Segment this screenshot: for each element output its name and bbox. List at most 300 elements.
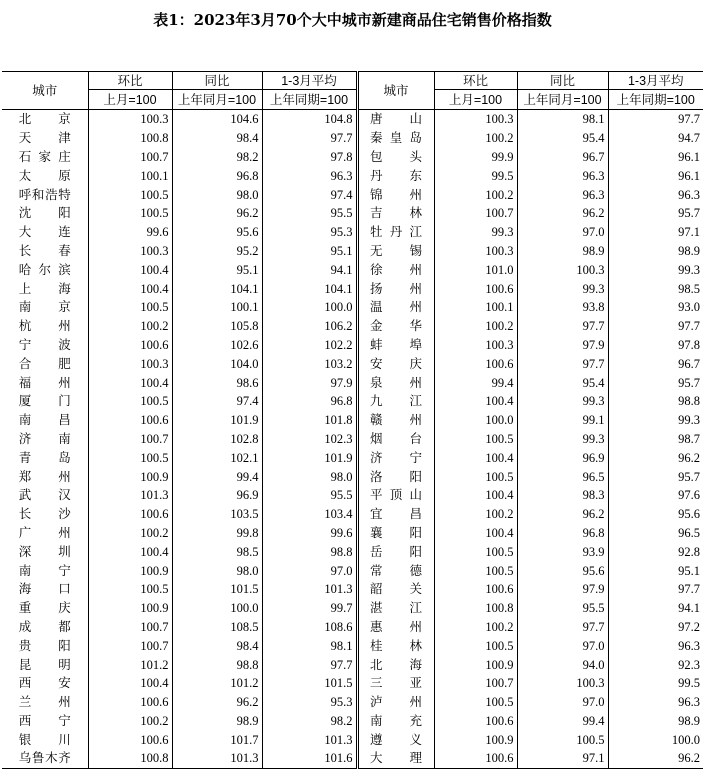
- table-row: [2, 524, 703, 543]
- left-city-name: [2, 110, 88, 129]
- table-row: [2, 317, 703, 336]
- right-yoy-value: 97.9: [517, 336, 608, 355]
- right-avg-value: 92.3: [608, 655, 703, 674]
- right-avg-value: 97.1: [608, 223, 703, 242]
- city-name-text: 昆明: [18, 656, 71, 672]
- right-yoy-value: 97.1: [517, 749, 608, 768]
- left-avg-value: 99.6: [262, 524, 357, 543]
- city-name-text: 遵义: [370, 731, 422, 747]
- right-yoy-value: 97.0: [517, 693, 608, 712]
- right-avg-value: 98.5: [608, 279, 703, 298]
- left-yoy-value: 98.0: [172, 185, 262, 204]
- right-yoy-value: 99.1: [517, 411, 608, 430]
- left-city-name: [2, 336, 88, 355]
- right-city-name: [357, 392, 434, 411]
- city-name-text: 武汉: [18, 487, 71, 503]
- header-yoy-left: 同比: [172, 72, 262, 90]
- right-avg-value: 99.5: [608, 674, 703, 693]
- table-row: [2, 618, 703, 637]
- table-row: [2, 204, 703, 223]
- left-mom-value: 100.3: [88, 242, 172, 261]
- left-avg-value: 101.3: [262, 730, 357, 749]
- left-yoy-value: 98.4: [172, 129, 262, 148]
- right-avg-value: 96.1: [608, 166, 703, 185]
- right-mom-value: 100.4: [434, 392, 517, 411]
- left-avg-value: 94.1: [262, 260, 357, 279]
- right-city-name: [357, 430, 434, 449]
- city-name-text: 烟台: [370, 430, 422, 446]
- city-name-text: 上海: [18, 280, 71, 296]
- right-city-name: [357, 486, 434, 505]
- left-mom-value: 100.9: [88, 561, 172, 580]
- right-city-name: [357, 448, 434, 467]
- left-city-name: [2, 486, 88, 505]
- city-name-text: 天津: [18, 130, 71, 146]
- table-row: [2, 242, 703, 261]
- left-yoy-value: 98.4: [172, 636, 262, 655]
- right-avg-value: 96.3: [608, 693, 703, 712]
- left-avg-value: 106.2: [262, 317, 357, 336]
- left-avg-value: 102.3: [262, 430, 357, 449]
- left-avg-value: 98.0: [262, 467, 357, 486]
- table-row: [2, 730, 703, 749]
- left-city-name: [2, 505, 88, 524]
- left-avg-value: 104.8: [262, 110, 357, 129]
- left-mom-value: 100.4: [88, 373, 172, 392]
- left-mom-value: 100.6: [88, 730, 172, 749]
- left-yoy-value: 95.6: [172, 223, 262, 242]
- right-city-name: [357, 542, 434, 561]
- right-mom-value: 100.1: [434, 298, 517, 317]
- left-mom-value: 100.3: [88, 110, 172, 129]
- left-city-name: [2, 129, 88, 148]
- right-avg-value: 95.7: [608, 204, 703, 223]
- right-yoy-value: 97.9: [517, 580, 608, 599]
- left-avg-value: 104.1: [262, 279, 357, 298]
- right-city-name: [357, 411, 434, 430]
- left-avg-value: 102.2: [262, 336, 357, 355]
- header-row-2: [2, 90, 703, 110]
- right-city-name: [357, 730, 434, 749]
- left-city-name: [2, 166, 88, 185]
- left-yoy-value: 98.9: [172, 712, 262, 731]
- right-yoy-value: 96.3: [517, 185, 608, 204]
- table-row: [2, 392, 703, 411]
- right-yoy-value: 97.0: [517, 223, 608, 242]
- left-avg-value: 95.1: [262, 242, 357, 261]
- left-city-name: [2, 712, 88, 731]
- table-row: [2, 430, 703, 449]
- right-avg-value: 95.1: [608, 561, 703, 580]
- city-name-text: 合肥: [18, 355, 71, 371]
- city-name-text: 温州: [370, 299, 422, 315]
- right-mom-value: 100.2: [434, 618, 517, 637]
- left-city-name: [2, 354, 88, 373]
- left-city-name: [2, 524, 88, 543]
- right-avg-value: 98.9: [608, 712, 703, 731]
- left-yoy-value: 99.8: [172, 524, 262, 543]
- right-city-name: [357, 129, 434, 148]
- right-yoy-value: 100.3: [517, 674, 608, 693]
- table-row: [2, 411, 703, 430]
- city-name-text: 大连: [18, 224, 71, 240]
- right-avg-value: 96.3: [608, 636, 703, 655]
- left-city-name: [2, 636, 88, 655]
- city-name-text: 北京: [18, 111, 71, 127]
- left-avg-value: 101.5: [262, 674, 357, 693]
- right-yoy-value: 97.7: [517, 354, 608, 373]
- left-mom-value: 100.6: [88, 411, 172, 430]
- left-mom-value: 100.7: [88, 618, 172, 637]
- right-yoy-value: 99.3: [517, 430, 608, 449]
- right-mom-value: 99.4: [434, 373, 517, 392]
- city-name-text: 太原: [18, 167, 71, 183]
- city-name-text: 长春: [18, 242, 71, 258]
- right-avg-value: 97.7: [608, 110, 703, 129]
- header-city-right: 城市: [357, 72, 434, 110]
- city-name-text: 金华: [370, 318, 422, 334]
- header-mom-right: 环比: [434, 72, 517, 90]
- right-mom-value: 99.3: [434, 223, 517, 242]
- table-row: [2, 354, 703, 373]
- right-city-name: [357, 749, 434, 768]
- left-mom-value: 101.2: [88, 655, 172, 674]
- left-city-name: [2, 561, 88, 580]
- city-name-text: 济南: [18, 430, 71, 446]
- right-city-name: [357, 599, 434, 618]
- left-city-name: [2, 655, 88, 674]
- left-city-name: [2, 448, 88, 467]
- right-avg-value: 96.7: [608, 354, 703, 373]
- right-avg-value: 97.8: [608, 336, 703, 355]
- right-yoy-value: 98.1: [517, 110, 608, 129]
- city-name-text: 牡丹江: [370, 224, 422, 240]
- city-name-text: 南京: [18, 299, 71, 315]
- left-mom-value: 99.6: [88, 223, 172, 242]
- right-avg-value: 95.6: [608, 505, 703, 524]
- header-avg-base-left: 上年同期=100: [262, 90, 357, 110]
- left-avg-value: 101.6: [262, 749, 357, 768]
- table-row: [2, 129, 703, 148]
- table-row: [2, 655, 703, 674]
- table-row: [2, 166, 703, 185]
- header-yoy-right: 同比: [517, 72, 608, 90]
- left-yoy-value: 96.8: [172, 166, 262, 185]
- left-avg-value: 98.2: [262, 712, 357, 731]
- left-yoy-value: 99.4: [172, 467, 262, 486]
- left-yoy-value: 102.8: [172, 430, 262, 449]
- city-name-text: 包头: [370, 148, 422, 164]
- right-yoy-value: 100.3: [517, 260, 608, 279]
- city-name-text: 泸州: [370, 694, 422, 710]
- city-name-text: 桂林: [370, 637, 422, 653]
- right-avg-value: 99.3: [608, 411, 703, 430]
- left-city-name: [2, 674, 88, 693]
- left-avg-value: 95.3: [262, 223, 357, 242]
- right-city-name: [357, 223, 434, 242]
- left-yoy-value: 101.2: [172, 674, 262, 693]
- right-city-name: [357, 110, 434, 129]
- city-name-text: 锦州: [370, 186, 422, 202]
- right-mom-value: 100.9: [434, 655, 517, 674]
- right-mom-value: 100.2: [434, 505, 517, 524]
- city-name-text: 惠州: [370, 618, 422, 634]
- left-yoy-value: 98.6: [172, 373, 262, 392]
- table-row: [2, 373, 703, 392]
- city-name-text: 无锡: [370, 242, 422, 258]
- city-name-text: 湛江: [370, 600, 422, 616]
- right-city-name: [357, 655, 434, 674]
- left-avg-value: 98.1: [262, 636, 357, 655]
- left-city-name: [2, 298, 88, 317]
- left-yoy-value: 104.6: [172, 110, 262, 129]
- left-yoy-value: 96.2: [172, 204, 262, 223]
- right-yoy-value: 95.4: [517, 129, 608, 148]
- table-row: [2, 298, 703, 317]
- city-name-text: 九江: [370, 393, 422, 409]
- left-city-name: [2, 430, 88, 449]
- right-yoy-value: 96.3: [517, 166, 608, 185]
- city-name-text: 唐山: [370, 111, 422, 127]
- left-yoy-value: 98.2: [172, 148, 262, 167]
- left-yoy-value: 104.0: [172, 354, 262, 373]
- left-mom-value: 100.7: [88, 148, 172, 167]
- left-city-name: [2, 148, 88, 167]
- right-city-name: [357, 524, 434, 543]
- city-name-text: 丹东: [370, 167, 422, 183]
- city-name-text: 赣州: [370, 412, 422, 428]
- right-city-name: [357, 336, 434, 355]
- right-avg-value: 97.6: [608, 486, 703, 505]
- right-city-name: [357, 618, 434, 637]
- table-row: [2, 693, 703, 712]
- city-name-text: 广州: [18, 524, 71, 540]
- left-avg-value: 95.5: [262, 486, 357, 505]
- left-mom-value: 100.9: [88, 599, 172, 618]
- right-avg-value: 98.7: [608, 430, 703, 449]
- city-name-text: 济宁: [370, 449, 422, 465]
- left-yoy-value: 95.2: [172, 242, 262, 261]
- city-name-text: 吉林: [370, 205, 422, 221]
- right-yoy-value: 97.7: [517, 618, 608, 637]
- city-name-text: 成都: [18, 618, 71, 634]
- left-city-name: [2, 749, 88, 768]
- table-row: [2, 580, 703, 599]
- right-mom-value: 100.6: [434, 712, 517, 731]
- right-city-name: [357, 148, 434, 167]
- table-row: [2, 148, 703, 167]
- table-row: [2, 448, 703, 467]
- right-avg-value: 93.0: [608, 298, 703, 317]
- right-yoy-value: 93.8: [517, 298, 608, 317]
- left-mom-value: 100.4: [88, 260, 172, 279]
- city-name-text: 北海: [370, 656, 422, 672]
- table-row: [2, 110, 703, 129]
- left-city-name: [2, 542, 88, 561]
- left-city-name: [2, 411, 88, 430]
- city-name-text: 哈尔滨: [18, 261, 71, 277]
- left-yoy-value: 102.6: [172, 336, 262, 355]
- right-mom-value: 100.7: [434, 674, 517, 693]
- table-row: [2, 749, 703, 768]
- right-mom-value: 100.4: [434, 448, 517, 467]
- right-mom-value: 100.6: [434, 354, 517, 373]
- table-row: [2, 505, 703, 524]
- right-avg-value: 96.1: [608, 148, 703, 167]
- left-mom-value: 100.8: [88, 749, 172, 768]
- right-avg-value: 95.7: [608, 467, 703, 486]
- right-avg-value: 98.8: [608, 392, 703, 411]
- header-city-left: 城市: [2, 72, 88, 110]
- city-name-text: 三亚: [370, 675, 422, 691]
- city-name-text: 福州: [18, 374, 71, 390]
- left-city-name: [2, 204, 88, 223]
- left-avg-value: 103.2: [262, 354, 357, 373]
- right-city-name: [357, 354, 434, 373]
- left-avg-value: 99.7: [262, 599, 357, 618]
- right-avg-value: 94.1: [608, 599, 703, 618]
- left-mom-value: 100.5: [88, 448, 172, 467]
- table-row: [2, 223, 703, 242]
- header-mom-base-left: 上月=100: [88, 90, 172, 110]
- left-mom-value: 100.4: [88, 542, 172, 561]
- left-yoy-value: 100.1: [172, 298, 262, 317]
- city-name-text: 岳阳: [370, 543, 422, 559]
- right-mom-value: 100.4: [434, 524, 517, 543]
- left-mom-value: 100.9: [88, 467, 172, 486]
- left-yoy-value: 102.1: [172, 448, 262, 467]
- left-avg-value: 101.8: [262, 411, 357, 430]
- left-yoy-value: 98.5: [172, 542, 262, 561]
- city-name-text: 蚌埠: [370, 336, 422, 352]
- right-mom-value: 100.4: [434, 486, 517, 505]
- left-city-name: [2, 373, 88, 392]
- left-yoy-value: 105.8: [172, 317, 262, 336]
- left-yoy-value: 100.0: [172, 599, 262, 618]
- left-city-name: [2, 185, 88, 204]
- city-name-text: 扬州: [370, 280, 422, 296]
- city-name-text: 长沙: [18, 506, 71, 522]
- table-row: [2, 467, 703, 486]
- right-yoy-value: 98.9: [517, 242, 608, 261]
- right-mom-value: 100.5: [434, 467, 517, 486]
- right-city-name: [357, 505, 434, 524]
- right-avg-value: 96.2: [608, 749, 703, 768]
- city-name-text: 南昌: [18, 412, 71, 428]
- right-avg-value: 96.5: [608, 524, 703, 543]
- city-name-text: 平顶山: [370, 487, 422, 503]
- right-yoy-value: 96.9: [517, 448, 608, 467]
- right-mom-value: 100.2: [434, 317, 517, 336]
- right-city-name: [357, 467, 434, 486]
- right-yoy-value: 100.5: [517, 730, 608, 749]
- left-yoy-value: 104.1: [172, 279, 262, 298]
- right-avg-value: 97.2: [608, 618, 703, 637]
- right-yoy-value: 98.3: [517, 486, 608, 505]
- left-avg-value: 97.7: [262, 655, 357, 674]
- right-city-name: [357, 580, 434, 599]
- left-mom-value: 100.6: [88, 505, 172, 524]
- right-city-name: [357, 712, 434, 731]
- right-mom-value: 100.6: [434, 580, 517, 599]
- city-name-text: 乌鲁木齐: [18, 750, 71, 766]
- header-yoy-base-right: 上年同月=100: [517, 90, 608, 110]
- right-avg-value: 92.8: [608, 542, 703, 561]
- right-yoy-value: 96.8: [517, 524, 608, 543]
- table-row: [2, 486, 703, 505]
- right-mom-value: 100.5: [434, 636, 517, 655]
- city-name-text: 重庆: [18, 600, 71, 616]
- table-row: [2, 185, 703, 204]
- right-mom-value: 100.8: [434, 599, 517, 618]
- right-yoy-value: 99.4: [517, 712, 608, 731]
- right-avg-value: 96.2: [608, 448, 703, 467]
- left-avg-value: 97.9: [262, 373, 357, 392]
- city-name-text: 秦皇岛: [370, 130, 422, 146]
- city-name-text: 徐州: [370, 261, 422, 277]
- left-mom-value: 100.5: [88, 392, 172, 411]
- right-yoy-value: 93.9: [517, 542, 608, 561]
- right-mom-value: 100.5: [434, 561, 517, 580]
- right-city-name: [357, 166, 434, 185]
- right-city-name: [357, 204, 434, 223]
- left-yoy-value: 98.0: [172, 561, 262, 580]
- left-city-name: [2, 279, 88, 298]
- right-avg-value: 99.3: [608, 260, 703, 279]
- right-yoy-value: 96.5: [517, 467, 608, 486]
- right-mom-value: 99.5: [434, 166, 517, 185]
- left-yoy-value: 95.1: [172, 260, 262, 279]
- city-name-text: 大理: [370, 750, 422, 766]
- table-row: [2, 674, 703, 693]
- right-avg-value: 96.3: [608, 185, 703, 204]
- right-yoy-value: 96.2: [517, 505, 608, 524]
- right-yoy-value: 94.0: [517, 655, 608, 674]
- left-yoy-value: 97.4: [172, 392, 262, 411]
- right-mom-value: 99.9: [434, 148, 517, 167]
- city-name-text: 西安: [18, 675, 71, 691]
- price-index-table: [2, 71, 703, 769]
- right-yoy-value: 95.6: [517, 561, 608, 580]
- right-yoy-value: 97.0: [517, 636, 608, 655]
- left-yoy-value: 101.7: [172, 730, 262, 749]
- table-row: [2, 636, 703, 655]
- table-title: 表1：2023年3月70个大中城市新建商品住宅销售价格指数: [153, 11, 552, 29]
- right-yoy-value: 96.7: [517, 148, 608, 167]
- left-yoy-value: 101.9: [172, 411, 262, 430]
- city-name-text: 呼和浩特: [18, 186, 71, 202]
- left-city-name: [2, 223, 88, 242]
- city-name-text: 青岛: [18, 449, 71, 465]
- right-mom-value: 100.7: [434, 204, 517, 223]
- left-avg-value: 100.0: [262, 298, 357, 317]
- header-row-1: [2, 72, 703, 90]
- right-city-name: [357, 674, 434, 693]
- right-yoy-value: 95.4: [517, 373, 608, 392]
- right-mom-value: 100.5: [434, 430, 517, 449]
- right-city-name: [357, 561, 434, 580]
- left-mom-value: 100.2: [88, 317, 172, 336]
- left-city-name: [2, 242, 88, 261]
- header-mom-base-right: 上月=100: [434, 90, 517, 110]
- right-mom-value: 100.3: [434, 242, 517, 261]
- right-mom-value: 100.3: [434, 336, 517, 355]
- city-name-text: 杭州: [18, 318, 71, 334]
- right-mom-value: 100.2: [434, 185, 517, 204]
- city-name-text: 宜昌: [370, 506, 422, 522]
- left-avg-value: 98.8: [262, 542, 357, 561]
- left-mom-value: 101.3: [88, 486, 172, 505]
